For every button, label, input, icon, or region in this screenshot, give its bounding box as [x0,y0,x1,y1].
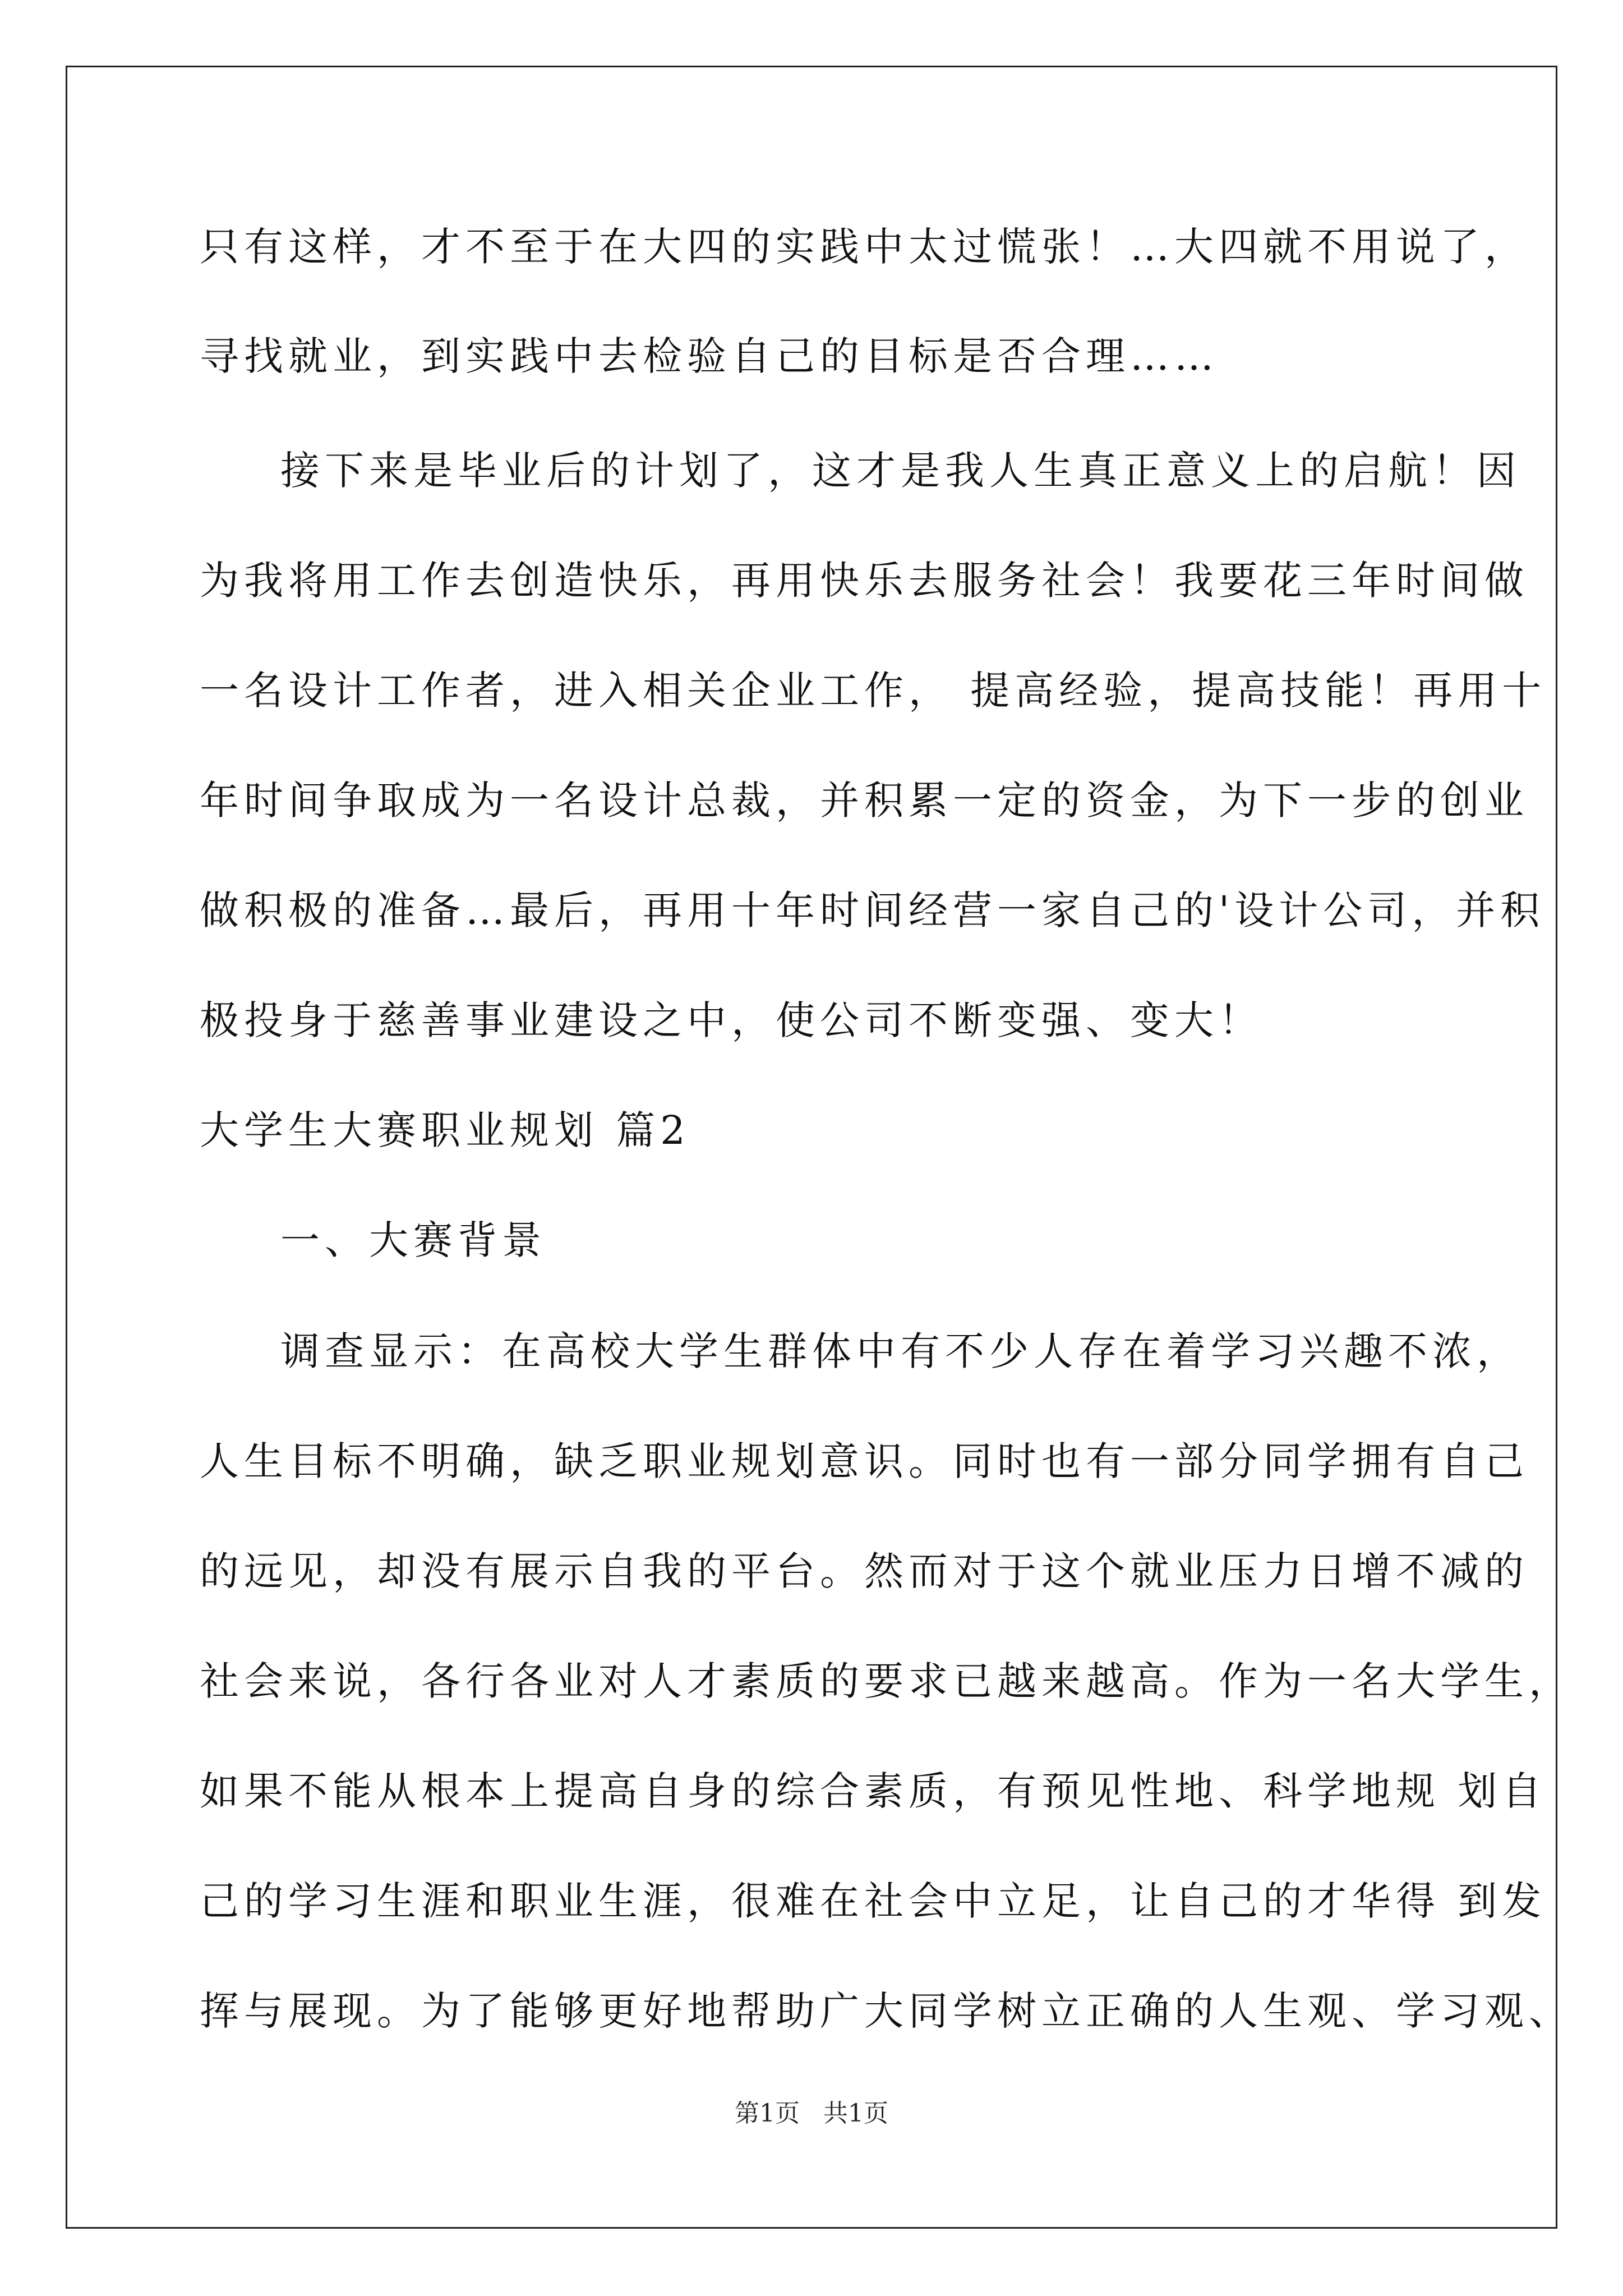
paragraph-line: 做积极的准备…最后，再用十年时间经营一家自己的'设计公司，并积 [200,887,1545,933]
paragraph-line: 一名设计工作者，进入相关企业工作， 提高经验，提高技能！再用十 [200,668,1547,714]
paragraph-line: 的远见，却没有展示自我的平台。然而对于这个就业压力日增不减的 [200,1548,1529,1594]
paragraph-line: 为我将用工作去创造快乐，再用快乐去服务社会！我要花三年时间做 [200,558,1529,604]
paragraph-line: 如果不能从根本上提高自身的综合素质，有预见性地、科学地规 划自 [200,1768,1547,1814]
paragraph-line: 社会来说，各行各业对人才素质的要求已越来越高。作为一名大学生， [200,1658,1573,1704]
paragraph-line: 极投身于慈善事业建设之中，使公司不断变强、变大！ [200,997,1263,1043]
paragraph-line: 人生目标不明确，缺乏职业规划意识。同时也有一部分同学拥有自己 [200,1438,1529,1484]
paragraph-line: 己的学习生涯和职业生涯，很难在社会中立足，让自己的才华得 到发 [200,1878,1547,1924]
paragraph-line: 年时间争取成为一名设计总裁，并积累一定的资金，为下一步的创业 [200,777,1529,823]
paragraph-line: 寻找就业，到实践中去检验自己的目标是否合理…… [200,333,1219,379]
subsection-heading: 一、大赛背景 [280,1217,546,1263]
paragraph-line: 只有这样，才不至于在大四的实践中太过慌张！…大四就不用说了， [200,224,1529,270]
paragraph-line: 挥与展现。为了能够更好地帮助广大同学树立正确的人生观、学习观、 [200,1988,1573,2034]
section-heading: 大学生大赛职业规划 篇2 [200,1107,690,1153]
paragraph-line: 调查显示：在高校大学生群体中有不少人存在着学习兴趣不浓， [280,1328,1521,1374]
paragraph-line: 接下来是毕业后的计划了，这才是我人生真正意义上的启航！因 [280,448,1521,494]
page-footer: 第1页 共1页 [735,2099,888,2128]
